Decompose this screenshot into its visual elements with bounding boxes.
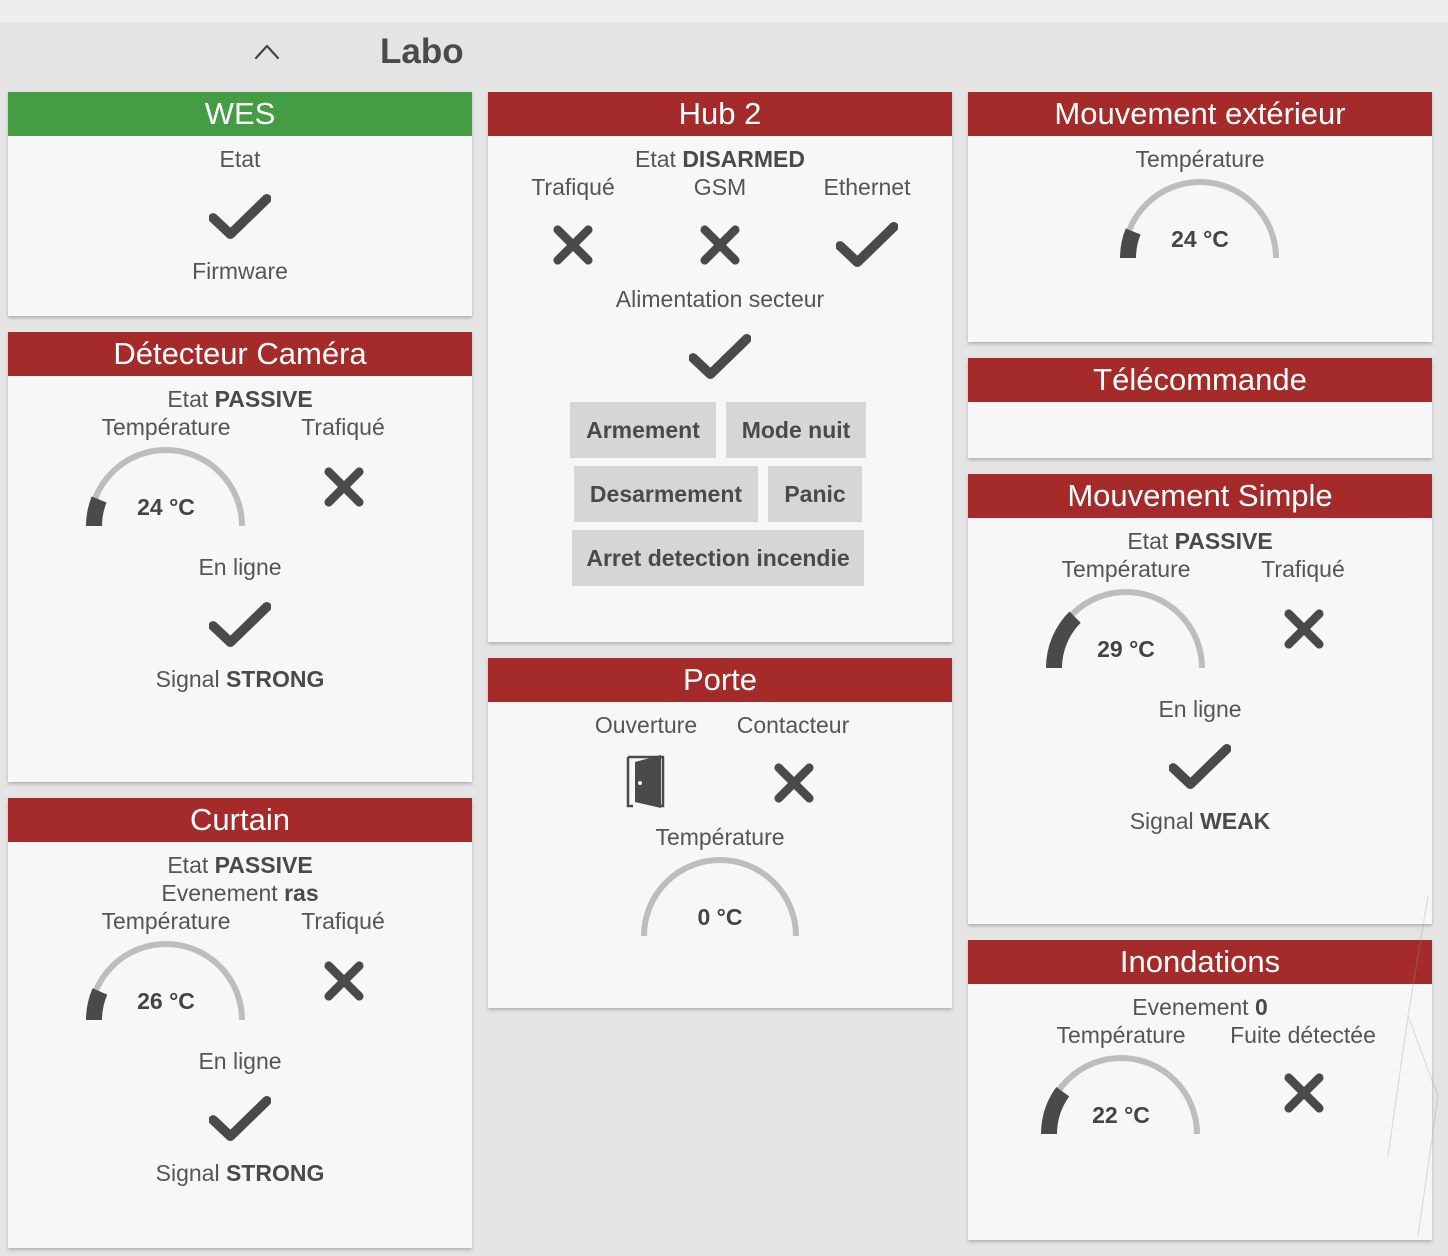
temperature-value: 29 °C (1097, 636, 1155, 662)
evenement-value: ras (284, 880, 319, 906)
armement-button[interactable]: Armement (570, 402, 716, 458)
cross-icon (699, 224, 741, 266)
checkmark-icon (1169, 744, 1231, 790)
card-title: WES (8, 92, 472, 136)
cross-icon (1283, 1072, 1325, 1114)
evenement-line (1132, 994, 1268, 1021)
temperature-label: Température (655, 824, 785, 850)
temperature-label: Température (1056, 1022, 1186, 1048)
cross-icon (323, 960, 365, 1002)
temperature-gauge (86, 444, 246, 528)
etat-label: Etat (219, 146, 261, 172)
temperature-gauge (86, 938, 246, 1022)
temperature-gauge (1046, 586, 1206, 670)
checkmark-icon (836, 222, 898, 268)
temperature-gauge (1041, 1052, 1201, 1136)
card-title: Inondations (968, 940, 1432, 984)
cross-icon (323, 466, 365, 508)
page-title: Labo (380, 32, 464, 71)
ethernet-label: Ethernet (823, 174, 911, 200)
etat-line (1127, 528, 1272, 555)
contacteur-label: Contacteur (736, 712, 850, 738)
panic-button[interactable]: Panic (768, 466, 862, 522)
card-curtain (8, 798, 472, 1248)
etat-value: PASSIVE (214, 386, 313, 412)
card-mouvement-simple (968, 474, 1432, 924)
desarmement-button[interactable]: Desarmement (574, 466, 758, 522)
card-title: Curtain (8, 798, 472, 842)
trafique-label: Trafiqué (531, 174, 615, 200)
alimentation-label: Alimentation secteur (615, 286, 825, 312)
etat-line (167, 386, 312, 413)
gsm-label: GSM (693, 174, 747, 200)
card-title: Mouvement Simple (968, 474, 1432, 518)
signal-label: Signal (155, 666, 220, 692)
evenement-value: 0 (1254, 994, 1268, 1020)
etat-line (635, 146, 805, 173)
signal-value: STRONG (225, 1160, 325, 1186)
background-decoration (1368, 896, 1448, 1256)
fuite-detectee-label: Fuite détectée (1230, 1022, 1376, 1048)
top-band (0, 0, 1448, 22)
evenement-label: Evenement (1132, 994, 1249, 1020)
etat-label: Etat (167, 852, 209, 878)
temperature-value: 24 °C (137, 494, 195, 520)
door-open-icon (625, 752, 667, 812)
ouverture-label: Ouverture (594, 712, 698, 738)
etat-value: DISARMED (682, 146, 805, 172)
room-header (0, 22, 1448, 84)
temperature-value: 22 °C (1092, 1102, 1150, 1128)
card-title: Mouvement extérieur (968, 92, 1432, 136)
card-title: Porte (488, 658, 952, 702)
signal-line (1130, 808, 1271, 835)
firmware-label: Firmware (192, 258, 288, 284)
card-wes (8, 92, 472, 316)
checkmark-icon (209, 602, 271, 648)
temperature-label: Température (101, 908, 231, 934)
en-ligne-label: En ligne (1158, 696, 1242, 722)
evenement-line (161, 880, 318, 907)
temperature-value: 0 °C (697, 904, 743, 930)
etat-label: Etat (167, 386, 209, 412)
signal-line (156, 1160, 325, 1187)
checkmark-icon (689, 334, 751, 380)
en-ligne-label: En ligne (198, 1048, 282, 1074)
card-detecteur-camera (8, 332, 472, 782)
etat-line (167, 852, 312, 879)
en-ligne-label: En ligne (198, 554, 282, 580)
arret-detection-incendie-button[interactable]: Arret detection incendie (572, 530, 864, 586)
mode-nuit-button[interactable]: Mode nuit (726, 402, 866, 458)
temperature-label: Température (101, 414, 231, 440)
trafique-label: Trafiqué (1261, 556, 1345, 582)
cross-icon (773, 762, 815, 804)
etat-value: PASSIVE (214, 852, 313, 878)
card-hub2 (488, 92, 952, 642)
temperature-value: 26 °C (137, 988, 195, 1014)
temperature-gauge (640, 854, 800, 938)
signal-line (156, 666, 325, 693)
cross-icon (552, 224, 594, 266)
signal-label: Signal (1129, 808, 1194, 834)
etat-label: Etat (635, 146, 676, 172)
card-mouvement-exterieur (968, 92, 1432, 342)
temperature-value: 24 °C (1171, 226, 1229, 252)
chevron-up-icon[interactable] (252, 40, 282, 64)
signal-value: WEAK (1200, 808, 1271, 834)
card-title: Détecteur Caméra (8, 332, 472, 376)
checkmark-icon (209, 1096, 271, 1142)
card-title: Hub 2 (488, 92, 952, 136)
trafique-label: Trafiqué (301, 414, 385, 440)
evenement-label: Evenement (161, 880, 278, 906)
card-telecommande (968, 358, 1432, 458)
temperature-label: Température (1135, 146, 1265, 172)
card-porte (488, 658, 952, 1008)
checkmark-icon (209, 194, 271, 240)
trafique-label: Trafiqué (301, 908, 385, 934)
etat-value: PASSIVE (1174, 528, 1273, 554)
card-title: Télécommande (968, 358, 1432, 402)
signal-label: Signal (155, 1160, 220, 1186)
temperature-label: Température (1061, 556, 1191, 582)
temperature-gauge (1120, 176, 1280, 260)
etat-label: Etat (1127, 528, 1169, 554)
signal-value: STRONG (225, 666, 325, 692)
cross-icon (1283, 608, 1325, 650)
card-inondations (968, 940, 1432, 1240)
